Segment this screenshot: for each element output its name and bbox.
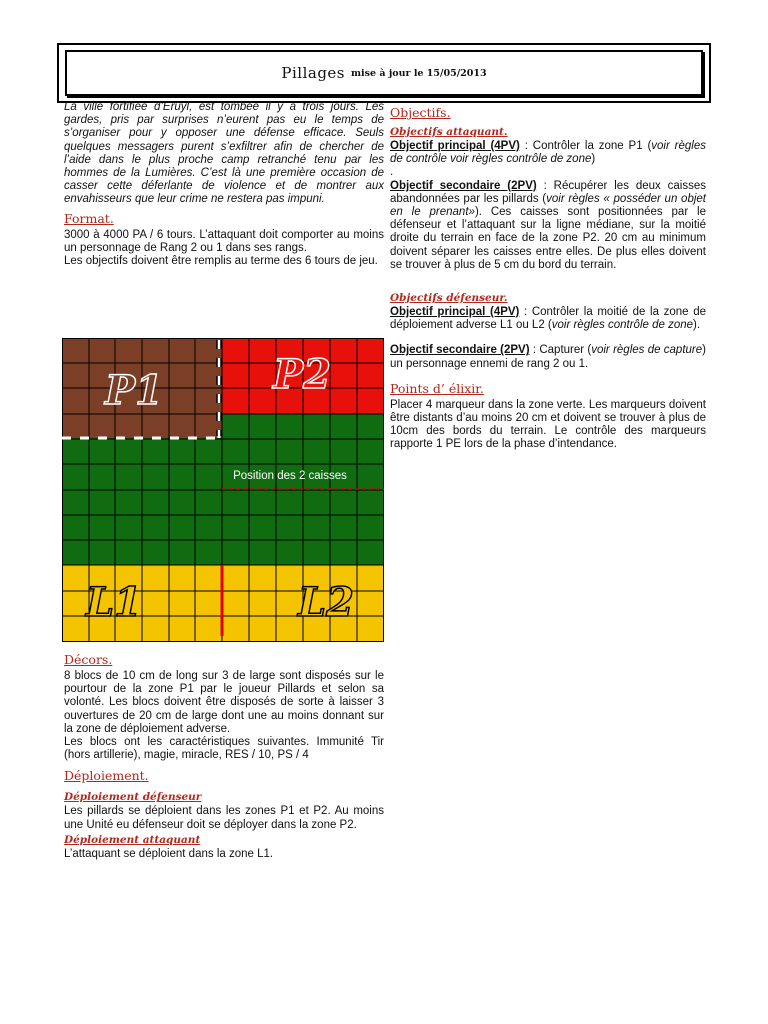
decors-text-2: Les blocs ont les caractéristiques suivantes. Immunité Tir (hors artillerie), magie, miracle, RES / 10, PS / 4	[64, 736, 384, 762]
right-column	[390, 101, 706, 452]
def-principal-label: Objectif principal (4PV)	[390, 306, 520, 319]
deploiement-def-text: Les pillards se déploient dans les zones P1 et P2. Au moins une Unité eu défenseur doit se déployer dans la zone P2.	[64, 805, 384, 831]
intro-text: La ville fortifiée d’Eruÿl, est tombée il y a trois jours. Les gardes, pris par surprises n’eurent pas eu le temps de s’organiser pour y opposer une défense efficace. Seuls quelques messagers purent s’exfiltrer afin de chercher de l’aide dans le plus proche camp retranché tenu par les hommes de la Lumières. C’est là une première occasion de casser cette déferlante de violence et de montrer aux envahisseurs que leur crime ne restera pas impuni.	[64, 101, 384, 206]
format-heading: Format.	[64, 210, 114, 226]
def-secondaire: Objectif secondaire (2PV) : Capturer (voir règles de capture) un personnage ennemi de rang 2 ou 1.	[390, 344, 706, 370]
elixir-heading: Points d’ élixir.	[390, 380, 484, 396]
att-secondaire: Objectif secondaire (2PV) : Récupérer les deux caisses abandonnées par les pillards (voir règles « posséder un objet en le prenant»). Ces caisses sont positionnées par le défenseur et l’attaquant sur la ligne médiane, sur la moitié droite du terrain en face de la zone P2. 20 cm au minimum doivent séparer les caisses entre elles. De plus elles doivent se trouver à plus de 5 cm du bord du terrain.	[390, 179, 706, 271]
format-text: 3000 à 4000 PA / 6 tours. L’attaquant doit comporter au moins un personnage de Rang 2 ou 1 dans ses rangs.	[64, 228, 384, 254]
def-principal: Objectif principal (4PV) : Contrôler la moitié de la zone de déploiement adverse L1 ou L2 (voir règles contrôle de zone).	[390, 306, 706, 332]
battle-map	[62, 338, 384, 642]
objectifs-def-heading: Objectifs défenseur.	[390, 292, 508, 305]
label-p1: P1	[105, 367, 163, 414]
title-frame	[57, 43, 711, 103]
elixir-text: Placer 4 marqueur dans la zone verte. Les marqueurs doivent être distants d’au moins 20 cm et doivent se trouver à plus de 10cm des bords du terrain. Le contrôle des marqueurs rapporte 1 PE lors de la phase d’intendance.	[390, 398, 706, 451]
att-secondaire-label: Objectif secondaire (2PV)	[390, 179, 537, 192]
att-principal-label: Objectif principal (4PV)	[390, 140, 520, 152]
decors-heading: Décors.	[64, 652, 113, 667]
caisses-label: Position des 2 caisses	[233, 470, 347, 482]
battle-map-svg	[62, 338, 384, 642]
objectifs-att-heading: Objectifs attaquant.	[390, 126, 508, 138]
deploiement-heading: Déploiement.	[64, 768, 149, 784]
deploiement-def-heading: Déploiement défenseur	[64, 791, 202, 804]
att-principal: Objectif principal (4PV) : Contrôler la zone P1 (voir règles de contrôle voir règles contrôle de zone)	[390, 140, 706, 166]
page-subtitle: mise à jour le 15/05/2013	[351, 67, 487, 79]
left-column	[64, 101, 384, 268]
left-column-bottom	[64, 648, 384, 861]
title-box	[65, 50, 703, 96]
objectifs-heading: Objectifs.	[390, 105, 451, 120]
dot-line: .	[390, 166, 394, 179]
zone-green	[62, 438, 384, 565]
decors-text: 8 blocs de 10 cm de long sur 3 de large sont disposés sur le pourtour de la zone P1 par le joueur Pillards et selon sa volonté. Les blocs doivent être disposés de sorte à laisser 3 ouvertures de 20 cm de large dont une au moins donnant sur la zone de déploiement adverse.	[64, 670, 384, 735]
label-p2: P2	[273, 351, 331, 398]
label-l2: L2	[298, 579, 354, 626]
deploiement-att-heading: Déploiement attaquant	[64, 833, 201, 846]
page-title: Pillages	[281, 64, 345, 82]
format-text-2: Les objectifs doivent être remplis au terme des 6 tours de jeu.	[64, 255, 378, 268]
def-secondaire-label: Objectif secondaire (2PV)	[390, 344, 530, 357]
deploiement-att-text: L’attaquant se déploient dans la zone L1.	[64, 847, 274, 860]
label-l1: L1	[86, 579, 142, 626]
